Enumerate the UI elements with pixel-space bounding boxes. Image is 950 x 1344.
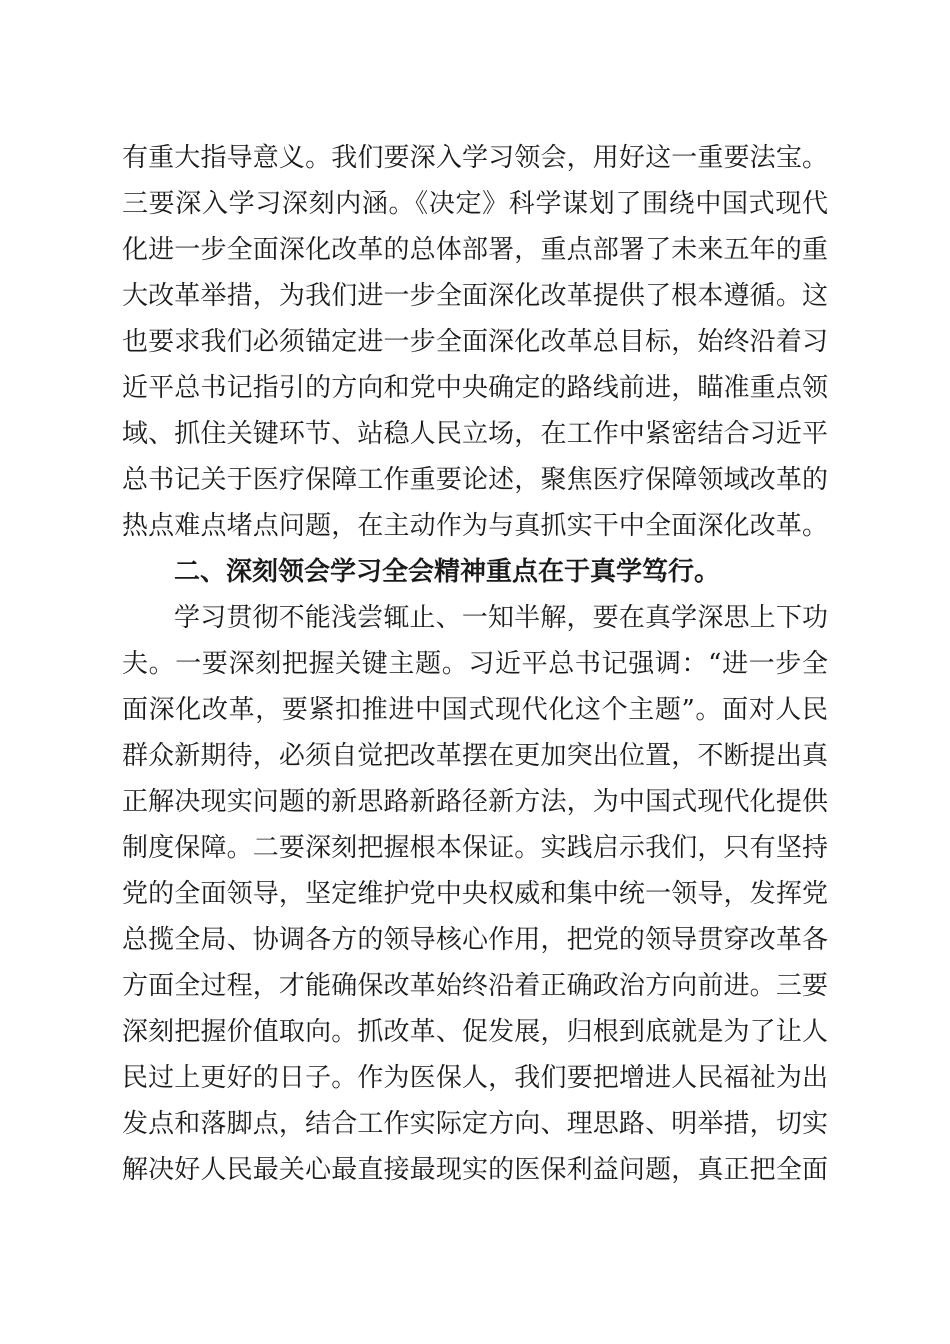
text-line: 解决好人民最关心最直接最现实的医保利益问题，真正把全面 (122, 1155, 828, 1185)
text-line: 化进一步全面深化改革的总体部署，重点部署了未来五年的重 (122, 235, 828, 265)
text-line: 面深化改革，要紧扣推进中国式现代化这个主题”。面对人民 (122, 695, 828, 725)
section-heading: 二、深刻领会学习全会精神重点在于真学笃行。 (174, 557, 721, 587)
text-line: 制度保障。二要深刻把握根本保证。实践启示我们，只有坚持 (122, 833, 828, 863)
text-line: 学习贯彻不能浅尝辄止、一知半解，要在真学深思上下功 (174, 603, 828, 633)
text-line: 群众新期待，必须自觉把改革摆在更加突出位置，不断提出真 (122, 741, 828, 771)
text-line: 民过上更好的日子。作为医保人，我们要把增进人民福祉为出 (122, 1063, 828, 1093)
text-line: 发点和落脚点，结合工作实际定方向、理思路、明举措，切实 (122, 1109, 828, 1139)
text-line: 有重大指导意义。我们要深入学习领会，用好这一重要法宝。 (122, 143, 828, 173)
text-line: 总揽全局、协调各方的领导核心作用，把党的领导贯穿改革各 (122, 925, 828, 955)
text-line: 方面全过程，才能确保改革始终沿着正确政治方向前进。三要 (122, 971, 828, 1001)
text-line: 总书记关于医疗保障工作重要论述，聚焦医疗保障领域改革的 (122, 465, 828, 495)
text-line: 夫。一要深刻把握关键主题。习近平总书记强调：“进一步全 (122, 649, 828, 679)
text-line: 热点难点堵点问题，在主动作为与真抓实干中全面深化改革。 (122, 511, 828, 541)
text-line: 也要求我们必须锚定进一步全面深化改革总目标，始终沿着习 (122, 327, 828, 357)
text-line: 党的全面领导，坚定维护党中央权威和集中统一领导，发挥党 (122, 879, 828, 909)
text-line: 域、抓住关键环节、站稳人民立场，在工作中紧密结合习近平 (122, 419, 828, 449)
text-line: 近平总书记指引的方向和党中央确定的路线前进，瞄准重点领 (122, 373, 828, 403)
text-line: 深刻把握价值取向。抓改革、促发展，归根到底就是为了让人 (122, 1017, 828, 1047)
text-line: 大改革举措，为我们进一步全面深化改革提供了根本遵循。这 (122, 281, 828, 311)
text-line: 正解决现实问题的新思路新路径新方法，为中国式现代化提供 (122, 787, 828, 817)
text-line: 三要深入学习深刻内涵。《决定》科学谋划了围绕中国式现代 (122, 189, 828, 219)
